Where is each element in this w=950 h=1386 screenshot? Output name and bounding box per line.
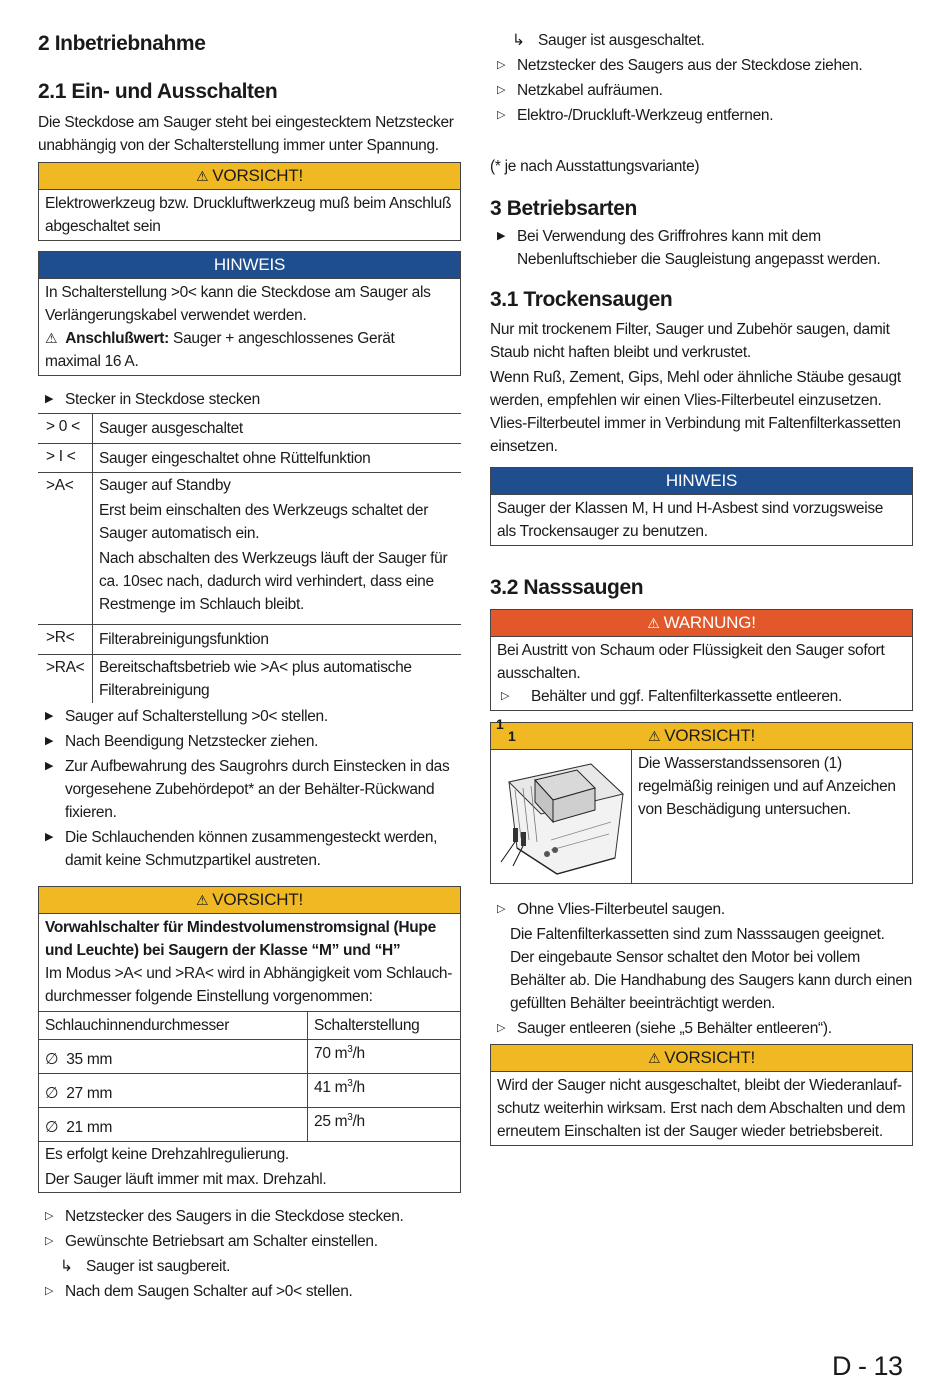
warning-triangle-icon: ⚠: [195, 892, 209, 908]
table-row: ∅ 21 mm 25 $m^3/h$: [39, 1108, 460, 1142]
bullet-list-2: [38, 705, 461, 872]
table-row: ∅ 27 mm 41 $m^3/h$: [39, 1074, 460, 1108]
list-item: ▶ Sauger auf Schalterstellung >0< stellen.: [38, 705, 461, 728]
result-item: ↳ Sauger ist ausgeschaltet.: [490, 29, 913, 52]
right-column: [490, 28, 913, 1146]
hint-box-1: [38, 251, 461, 376]
caution-header: ⚠ VORSICHT!: [39, 887, 460, 914]
table-row: >R< Filterabreinigungsfunktion: [38, 625, 461, 655]
heading-ein-ausschalten: 2.1 Ein- und Ausschalten: [38, 80, 278, 103]
list-item: ▷ Netzkabel aufräumen.: [490, 79, 913, 102]
caution-text: Im Modus >A< und >RA< wird in Abhängigkeit vom Schlauchdurchmesser folgende Einstellung vorgenommen:: [45, 965, 453, 1005]
step-triangle-icon: ▷: [497, 1022, 506, 1034]
list-item: ▷ Netzstecker des Saugers in die Steckdose stecken.: [38, 1205, 461, 1228]
switch-modes-table: [38, 413, 461, 703]
paragraph: Nur mit trockenem Filter, Sauger und Zubehör saugen, damit Staub nicht haften bleibt und verkrustet.: [490, 321, 890, 361]
warning-header: ⚠ WARNUNG!: [491, 610, 912, 637]
left-column: [38, 28, 461, 1303]
caution-text: Die Wasserstandssensoren (1) regelmäßig reinigen und auf Anzeichen von Beschädigung untersuchen.: [638, 755, 896, 818]
list-item: ▷ Elektro-/Druckluft-Werkzeug entfernen.: [490, 104, 913, 127]
warning-triangle-icon: ⚠: [647, 615, 660, 631]
table-row: >RA< Bereitschaftsbetrieb wie >A< plus automatische Filterabreinigung: [38, 655, 461, 704]
result-item: ↳ Sauger ist saugbereit.: [38, 1255, 461, 1278]
bullet-arrow-icon: ▶: [497, 230, 506, 242]
hint-box-2: [490, 467, 913, 546]
footnote: (* je nach Ausstattungsvariante): [490, 158, 700, 175]
warning-triangle-icon: ⚠: [45, 330, 58, 346]
bullet-arrow-icon: ▶: [45, 710, 54, 722]
table-row: > 0 < Sauger ausgeschaltet: [38, 414, 461, 444]
warning-triangle-icon: ⚠: [647, 728, 661, 744]
diameter-icon: ∅: [45, 1119, 59, 1136]
hose-diameter-table: [39, 1011, 460, 1192]
bullet-arrow-icon: ▶: [45, 735, 54, 747]
paragraph: Der eingebaute Sensor schaltet den Motor bei vollem Behälter ab. Die Handhabung des Saugers kann durch einen gefüllten Behälter beeinträchtigt werden.: [510, 949, 912, 1012]
step-triangle-icon: ▷: [45, 1235, 54, 1247]
caution-box-1: [38, 162, 461, 241]
warning-text: Bei Austritt von Schaum oder Flüssigkeit den Sauger sofort ausschalten.: [497, 642, 885, 682]
warning-box: [490, 609, 913, 711]
hint-text: In Schalterstellung >0< kann die Steckdose am Sauger als Verlängerungskabel verwendet werden. ⚠ Anschlußwert: Sauger + angeschlossenes Gerät maximal 16 A.: [45, 284, 431, 370]
list-item: ▷ Gewünschte Betriebsart am Schalter einstellen.: [38, 1230, 461, 1253]
caution-box-4: [490, 1044, 913, 1146]
list-item: ▶ Zur Aufbewahrung des Saugrohrs durch Einstecken in das vorgesehene Zubehördepot* an der Behälter-Rückwand fixieren.: [38, 755, 461, 824]
page-number: D - 13: [832, 1351, 903, 1381]
step-triangle-icon: ▷: [497, 109, 506, 121]
heading-trockensaugen: 3.1 Trockensaugen: [490, 288, 673, 311]
caution-box-3: [490, 716, 913, 884]
caution-header: ⚠ VORSICHT!: [39, 163, 460, 190]
list-item: ▷ Netzstecker des Saugers aus der Steckdose ziehen.: [490, 54, 913, 77]
caution-text: Wird der Sauger nicht ausgeschaltet, bleibt der Wiederanlaufschutz weiterhin wirksam. Erst nach dem Abschalten und dem erneutem Einschalten ist der Sauger wieder betriebsbereit.: [497, 1077, 906, 1140]
step-triangle-icon: ▷: [497, 84, 506, 96]
table-footer-row: Es erfolgt keine Drehzahlregulierung. Der Sauger läuft immer mit max. Drehzahl.: [39, 1142, 460, 1193]
heading-betriebsarten: 3 Betriebsarten: [490, 197, 637, 220]
step-list-2: [490, 54, 913, 127]
step-triangle-icon: ▷: [45, 1285, 54, 1297]
heading-nasssaugen: 3.2 Nasssaugen: [490, 576, 644, 599]
vacuum-container-illustration: [491, 716, 632, 883]
step-list-3: [490, 898, 913, 1040]
bullet-arrow-icon: ▶: [45, 831, 54, 843]
heading-inbetriebnahme: 2 Inbetriebnahme: [38, 32, 206, 55]
result-arrow-icon: ↳: [60, 1258, 73, 1275]
bullet-arrow-icon: ▶: [45, 760, 54, 772]
sensor-label: 1: [508, 728, 516, 744]
step-triangle-icon: ▷: [497, 903, 506, 915]
list-item: ▷ Behälter und ggf. Faltenfilterkassette entleeren.: [497, 685, 906, 708]
intro-text: Die Steckdose am Sauger steht bei eingestecktem Netzstecker unabhängig von der Schalterstellung immer unter Spannung.: [38, 114, 454, 154]
paragraph: Vlies-Filterbeutel immer in Verbindung mit Faltenfilterkassetten einsetzen.: [490, 415, 901, 455]
step-list-1: [38, 1205, 461, 1303]
caution-text: Elektrowerkzeug bzw. Druckluftwerkzeug muß beim Anschluß abgeschaltet sein: [45, 195, 452, 235]
diameter-icon: ∅: [45, 1051, 59, 1068]
warning-triangle-icon: ⚠: [647, 1050, 661, 1066]
list-item: ▶ Nach Beendigung Netzstecker ziehen.: [38, 730, 461, 753]
bullet-arrow-icon: ▶: [45, 393, 54, 405]
diameter-icon: ∅: [45, 1085, 59, 1102]
list-item: ▷ Ohne Vlies-Filterbeutel saugen.: [490, 898, 913, 921]
list-item: ▶ Die Schlauchenden können zusammengesteckt werden, damit keine Schmutzpartikel austreten.: [38, 826, 461, 872]
result-arrow-icon: ↳: [512, 32, 525, 49]
table-header-row: Schlauchinnendurchmesser Schalterstellung: [39, 1012, 460, 1040]
table-row: >A< Sauger auf Standby Erst beim einschalten des Werkzeugs schaltet der Sauger automatisch ein. Nach abschalten des Werkzeugs läuft der Sauger für ca. 10sec nach, dadurch wird verhindert, dass eine Restmenge im Schlauch bleibt.: [38, 473, 461, 625]
hint-header: HINWEIS: [491, 468, 912, 495]
caution-header: ⚠ VORSICHT!: [491, 1045, 912, 1072]
bullet-griffrohr: ▶ Bei Verwendung des Griffrohres kann mit dem Nebenluftschieber die Saugleistung angepasst werden.: [490, 225, 913, 271]
step-triangle-icon: ▷: [501, 690, 510, 702]
paragraph: Wenn Ruß, Zement, Gips, Mehl oder ähnliche Stäube gesaugt werden, empfehlen wir einen Vlies-Filterbeutel einzusetzen.: [490, 369, 901, 409]
sensor-label: 1: [496, 716, 504, 732]
bullet-plug: ▶ Stecker in Steckdose stecken: [38, 388, 461, 411]
table-row: ∅ 35 mm 70 $m^3/h$: [39, 1040, 460, 1074]
vacuum-sensor-image: [491, 750, 631, 878]
hint-header: HINWEIS: [39, 252, 460, 279]
step-triangle-icon: ▷: [497, 59, 506, 71]
table-row: > I < Sauger eingeschaltet ohne Rüttelfunktion: [38, 444, 461, 473]
caution-box-2: [38, 886, 461, 1193]
warning-triangle-icon: ⚠: [195, 168, 209, 184]
caution-header: ⚠ VORSICHT!: [491, 723, 912, 750]
step-triangle-icon: ▷: [45, 1210, 54, 1222]
list-item: ▷ Nach dem Saugen Schalter auf >0< stellen.: [38, 1280, 461, 1303]
list-item: ▷ Sauger entleeren (siehe „5 Behälter entleeren“).: [490, 1017, 913, 1040]
caution-bold-text: Vorwahlschalter für Mindestvolumenstromsignal (Hupe und Leuchte) bei Saugern der Klasse “M” und “H”: [45, 919, 436, 959]
paragraph: Die Faltenfilterkassetten sind zum Nasssaugen geeignet.: [510, 926, 885, 943]
hint-text: Sauger der Klassen M, H und H-Asbest sind vorzugsweise als Trockensauger zu benutzen.: [497, 500, 884, 540]
